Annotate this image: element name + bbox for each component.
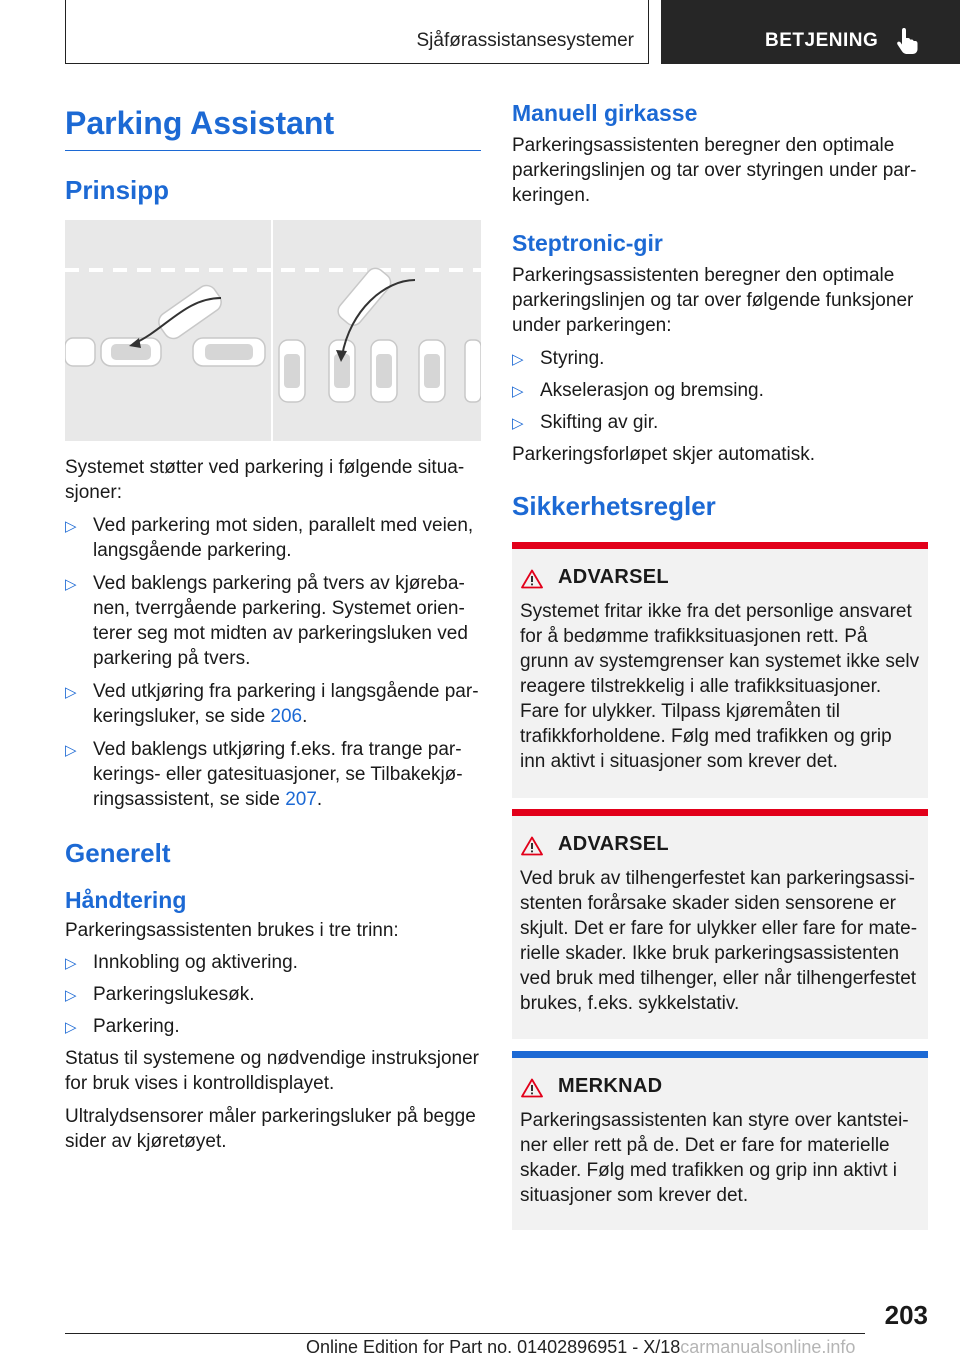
triangle-bullet-icon: ▷ — [65, 1019, 77, 1036]
page-link-207[interactable]: 207 — [285, 789, 317, 810]
steptronic-text: Parkeringsassistenten beregner den optimale parkeringslinjen og tar over følgende funksjoner under parkeringen: — [512, 265, 914, 336]
triangle-bullet-icon: ▷ — [65, 987, 77, 1004]
warning-box — [512, 542, 928, 798]
warning-bar — [512, 809, 928, 816]
list-item: ▷ Styring. — [512, 346, 928, 371]
manual-text: Parkeringsassistenten beregner den optimale parkeringslinjen og tar over styringen under parkeringen. — [512, 135, 917, 206]
notice-title: MERKNAD — [558, 1075, 663, 1097]
general-heading: Generelt — [65, 838, 171, 868]
triangle-bullet-icon: ▷ — [65, 518, 77, 535]
triangle-bullet-icon: ▷ — [65, 576, 77, 593]
list-item: ▷ Ved baklengs parkering på tvers av kjørebanen, tverrgående parkering. Systemet orienterer seg mot midten av parkeringsluken ved parkering på tvers. — [65, 573, 468, 669]
right-column — [512, 100, 928, 522]
header-section-box — [65, 0, 649, 64]
triangle-bullet-icon: ▷ — [512, 383, 524, 400]
warning-triangle-icon — [521, 836, 543, 856]
intro-text: Systemet støtter ved parkering i følgende situasjoner: — [65, 457, 465, 503]
triangle-bullet-icon: ▷ — [512, 351, 524, 368]
page-link-206[interactable]: 206 — [270, 706, 303, 727]
principle-heading: Prinsipp — [65, 175, 170, 205]
list-item: ▷ Skifting av gir. — [512, 410, 928, 435]
pointing-hand-icon — [894, 26, 920, 56]
warning-triangle-icon — [521, 569, 543, 589]
warning-text: Systemet fritar ikke fra det personlige ansvaret for å bedømme trafikksituasjonen rett. På grunn av systemgrenser kan systemet ikke selv reagere tilstrekkelig i alle trafikksituasjoner. Fare for ulykker. Tilpass kjøremåten til trafikkforholdene. Følg med trafikken og grip inn aktivt i situasjoner som krever det. — [520, 601, 920, 772]
safety-heading: Sikkerhetsregler — [512, 491, 716, 521]
steptronic-heading: Steptronic-gir — [512, 230, 663, 256]
manual-heading: Manuell girkasse — [512, 100, 698, 126]
site-watermark: carmanualsonline.info — [680, 1337, 856, 1357]
handling-heading: Håndtering — [65, 887, 187, 913]
sensor-text: Ultralydsensorer måler parkeringsluker på begge sider av kjøretøyet. — [65, 1106, 476, 1152]
warning-triangle-icon — [521, 1078, 543, 1098]
status-text: Status til systemene og nødvendige instruksjoner for bruk vises i kontrolldisplayet. — [65, 1048, 479, 1094]
list-item: ▷ Ved utkjøring fra parkering i langsgående parkeringsluker, se side 206. — [65, 681, 479, 727]
page-title: Parking Assistant — [65, 100, 481, 151]
warning-title: ADVARSEL — [558, 833, 669, 855]
triangle-bullet-icon: ▷ — [65, 684, 77, 701]
auto-text: Parkeringsforløpet skjer automatisk. — [512, 444, 816, 465]
triangle-bullet-icon: ▷ — [65, 955, 77, 972]
notice-text: Parkeringsassistenten kan styre over kantsteiner eller rett på de. Det er fare for materielle skader. Følg med trafikken og grip inn aktivt i situasjoner som krever det. — [520, 1110, 909, 1206]
notice-bar — [512, 1051, 928, 1058]
triangle-bullet-icon: ▷ — [65, 742, 77, 759]
list-item: ▷ Ved parkering mot siden, parallelt med veien, langsgående parkering. — [65, 515, 474, 561]
notice-box — [512, 1051, 928, 1230]
list-item: ▷ Innkobling og aktivering. — [65, 950, 481, 975]
footer-rule — [65, 1333, 865, 1334]
warning-box — [512, 809, 928, 1039]
warning-bar — [512, 542, 928, 549]
header-chapter-label: BETJENING — [765, 30, 879, 51]
page-number: 203 — [884, 1300, 928, 1330]
steps-list — [65, 950, 481, 1039]
list-item: ▷ Ved baklengs utkjøring f.eks. fra trange parkerings- eller gatesituasjoner, se Tilbakekjøringsassistent, se side 207. — [65, 739, 463, 810]
situation-list — [65, 513, 481, 812]
handling-intro: Parkeringsassistenten brukes i tre trinn: — [65, 920, 399, 941]
parking-illustration — [65, 220, 481, 441]
header-section-label: Sjåførassistansesystemer — [416, 30, 634, 51]
list-item: ▷ Akselerasjon og bremsing. — [512, 378, 928, 403]
edition-text: Online Edition for Part no. 01402896951 - X/18 — [306, 1337, 681, 1357]
left-column — [65, 100, 481, 1154]
functions-list — [512, 346, 928, 435]
list-item: ▷ Parkering. — [65, 1014, 481, 1039]
warning-title: ADVARSEL — [558, 566, 669, 588]
footer-text — [306, 1337, 855, 1358]
triangle-bullet-icon: ▷ — [512, 415, 524, 432]
list-item: ▷ Parkeringslukesøk. — [65, 982, 481, 1007]
warning-text: Ved bruk av tilhengerfestet kan parkeringsassistenten forårsake skader siden sensorene er skjult. Det er fare for ulykker eller fare for materielle skader. Ikke bruk parkeringsassistenten ved bruk med tilhenger, eller når tilhengerfestet brukes, f.eks. sykkelstativ. — [520, 868, 918, 1014]
